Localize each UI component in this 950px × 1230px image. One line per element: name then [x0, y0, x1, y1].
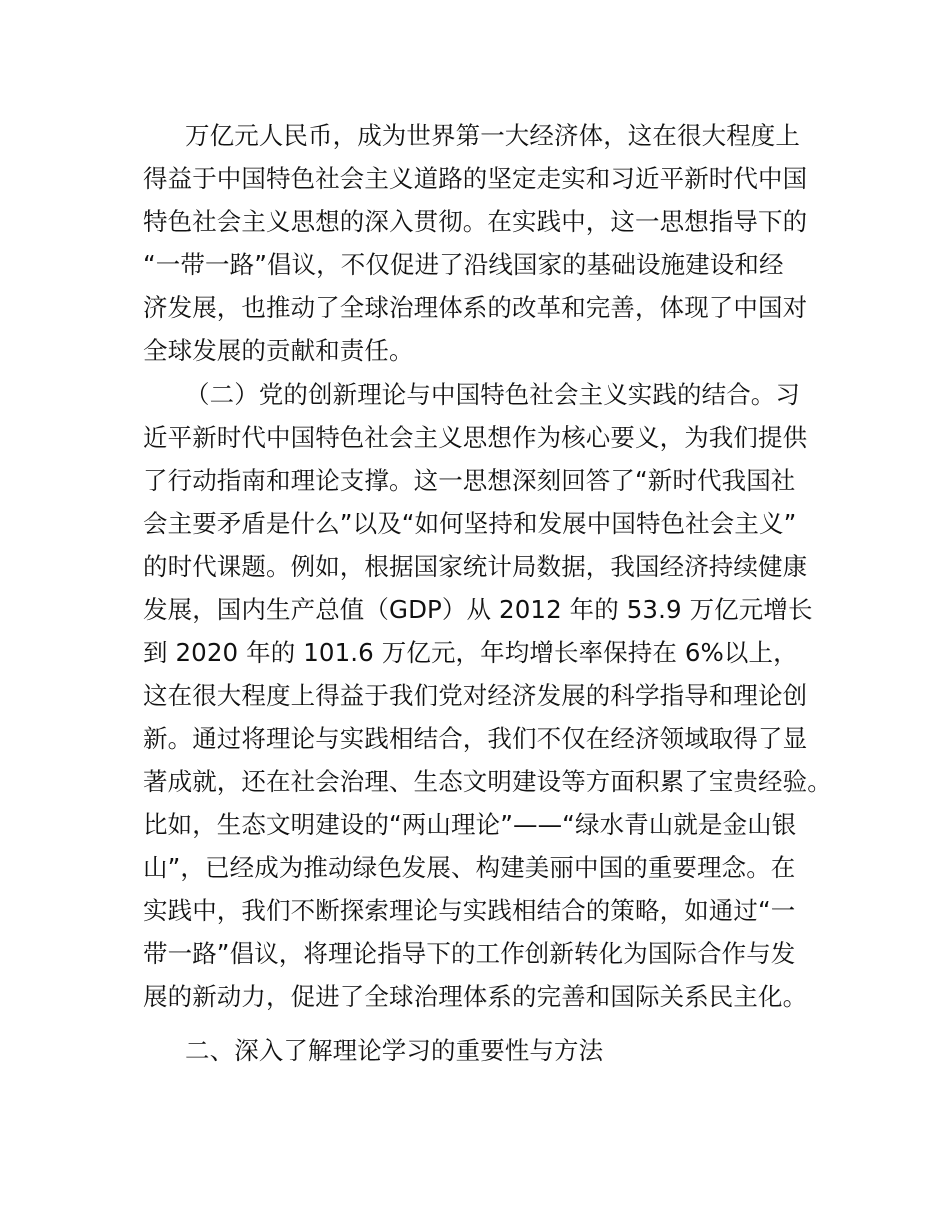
text-line: 这在很大程度上得益于我们党对经济发展的科学指导和理论创 [143, 681, 808, 710]
text-line: 到 2020 年的 101.6 万亿元，年均增长率保持在 6%以上， [143, 638, 798, 667]
text-line: 会主要矛盾是什么”以及“如何坚持和发展中国特色社会主义” [143, 509, 797, 538]
text-line: 全球发展的贡献和责任。 [143, 336, 414, 365]
text-line: 万亿元人民币，成为世界第一大经济体，这在很大程度上 [185, 121, 800, 150]
text-line: “一带一路”倡议，不仅促进了沿线国家的基础设施建设和经 [143, 250, 784, 279]
text-line: 得益于中国特色社会主义道路的坚定走实和习近平新时代中国 [143, 164, 808, 193]
section-heading: 二、深入了解理论学习的重要性与方法 [185, 1036, 604, 1065]
text-line: 著成就，还在社会治理、生态文明建设等方面积累了宝贵经验。 [143, 767, 832, 796]
text-line: 济发展，也推动了全球治理体系的改革和完善，体现了中国对 [143, 293, 808, 322]
text-line: 带一路”倡议，将理论指导下的工作创新转化为国际合作与发 [143, 939, 796, 968]
document-page [143, 114, 832, 1072]
text-line: 特色社会主义思想的深入贯彻。在实践中，这一思想指导下的 [143, 207, 808, 236]
text-line: 发展，国内生产总值（GDP）从 2012 年的 53.9 万亿元增长 [143, 595, 813, 624]
paragraph-2 [143, 373, 832, 1018]
text-line: 的时代课题。例如，根据国家统计局数据，我国经济持续健康 [143, 552, 808, 581]
text-line: 近平新时代中国特色社会主义思想作为核心要义，为我们提供 [143, 423, 808, 452]
text-line: 实践中，我们不断探索理论与实践相结合的策略，如通过“一 [143, 896, 796, 925]
text-line: 比如，生态文明建设的“两山理论”——“绿水青山就是金山银 [143, 810, 797, 839]
text-line: 展的新动力，促进了全球治理体系的完善和国际关系民主化。 [143, 982, 808, 1011]
paragraph-1 [143, 114, 823, 372]
text-line: 山”，已经成为推动绿色发展、构建美丽中国的重要理念。在 [143, 853, 796, 882]
text-line: 了行动指南和理论支撑。这一思想深刻回答了“新时代我国社 [143, 466, 796, 495]
text-line: （二）党的创新理论与中国特色社会主义实践的结合。习 [185, 380, 800, 409]
text-line: 新。通过将理论与实践相结合，我们不仅在经济领域取得了显 [143, 724, 808, 753]
